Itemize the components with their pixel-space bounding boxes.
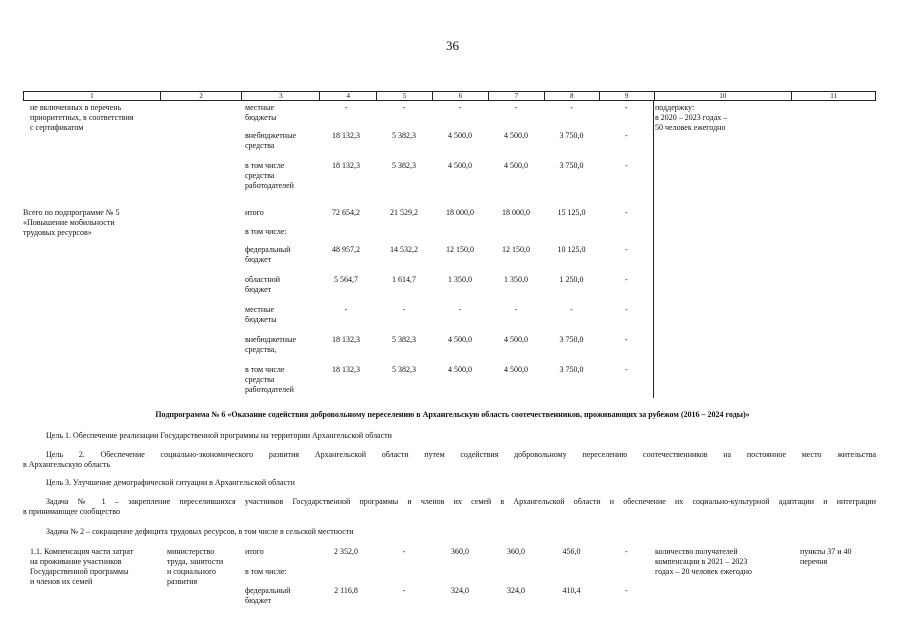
row-top-0-col3: местные бюджеты [245, 103, 277, 122]
item11-row-2-value-col-9: - [625, 586, 628, 595]
goal-3: Цель 3. Улучшение демографической ситуации в Архангельской области [46, 478, 295, 487]
row-top-0-value-col-4: - [344, 103, 348, 112]
total5-row-6-value-col-9: - [625, 365, 628, 374]
header-col-2: 2 [161, 92, 243, 100]
total5-row-2-value-col-6: 12 150,0 [446, 245, 474, 254]
column-divider-9-10 [653, 101, 654, 398]
total5-row-1-col3: в том числе: [245, 227, 287, 236]
row-top-0-value-col-5: - [402, 103, 406, 112]
total5-row-5-value-col-9: - [625, 335, 628, 344]
total5-row-6-value-col-5: 5 382,3 [392, 365, 416, 374]
header-col-8: 8 [545, 92, 600, 100]
row-top-2-value-col-4: 18 132,3 [332, 161, 360, 170]
total5-row-3-value-col-9: - [625, 275, 628, 284]
item11-row-2-value-col-4: 2 116,8 [334, 586, 358, 595]
item11-col10: количество получателей компенсации в 2021 – 2023 годах – 20 человек ежегодно [655, 547, 752, 576]
row-top-col1: не включенных в перечень приоритетных, в соответствия с сертификатом [30, 103, 134, 132]
total5-row-0-value-col-5: 21 529,2 [390, 208, 418, 217]
total5-row-3-value-col-5: 1 614,7 [392, 275, 416, 284]
item11-row-2-value-col-7: 324,0 [507, 586, 525, 595]
goal-2-cont: в Архангельскую область [23, 460, 111, 469]
item11-row-0-value-col-5: - [402, 547, 406, 556]
item11-row-0-col3: итого [245, 547, 264, 556]
task-1: Задача № 1 – закрепление переселившихся участников Государственной программы и членов их семей в Архангельской области и обеспечение их социально-культурной адаптации и интеграции [46, 497, 876, 506]
total5-row-4-value-col-9: - [625, 305, 628, 314]
total5-row-2-value-col-7: 12 150,0 [502, 245, 530, 254]
header-col-3: 3 [242, 92, 320, 100]
row-top-1-value-col-6: 4 500,0 [448, 131, 472, 140]
total5-row-6-value-col-8: 3 750,0 [559, 365, 584, 374]
header-col-1: 1 [24, 92, 161, 100]
total5-row-5-value-col-4: 18 132,3 [332, 335, 360, 344]
item11-col2: министерство труда, занятости и социального развития [167, 547, 224, 586]
task-2: Задача № 2 – сокращение дефицита трудовых ресурсов, в том числе в сельской местности [46, 527, 354, 536]
total5-row-2-value-col-5: 14 532,2 [390, 245, 418, 254]
total5-row-0-value-col-9: - [625, 208, 628, 217]
total5-row-5-value-col-8: 3 750,0 [559, 335, 584, 344]
table-header [23, 91, 876, 101]
item11-row-2-col3: федеральный бюджет [245, 586, 291, 605]
total5-row-2-col3: федеральный бюджет [245, 245, 291, 264]
total5-row-5-value-col-7: 4 500,0 [504, 335, 528, 344]
total5-row-5-value-col-6: 4 500,0 [448, 335, 472, 344]
row-top-1-value-col-9: - [625, 131, 628, 140]
total5-row-2-value-col-8: 10 125,0 [557, 245, 586, 254]
row-top-2-value-col-8: 3 750,0 [559, 161, 584, 170]
row-top-2-col3: в том числе средства работодателей [245, 161, 294, 190]
row-top-2-value-col-6: 4 500,0 [448, 161, 472, 170]
header-col-5: 5 [377, 92, 433, 100]
item11-row-2-value-col-5: - [402, 586, 406, 595]
total5-row-4-value-col-6: - [458, 305, 462, 314]
item11-row-0-value-col-7: 360,0 [507, 547, 525, 556]
row-top-2-value-col-7: 4 500,0 [504, 161, 528, 170]
row-top-1-value-col-7: 4 500,0 [504, 131, 528, 140]
total5-row-4-col3: местные бюджеты [245, 305, 277, 324]
total5-row-5-value-col-5: 5 382,3 [392, 335, 416, 344]
total5-label: Всего по подпрограмме № 5 «Повышение мобильности трудовых ресурсов» [23, 208, 120, 237]
header-col-11: 11 [830, 92, 837, 100]
total5-row-4-value-col-5: - [402, 305, 406, 314]
total5-row-3-value-col-4: 5 564,7 [334, 275, 358, 284]
item11-row-0-value-col-9: - [625, 547, 628, 556]
total5-row-3-value-col-6: 1 350,0 [448, 275, 472, 284]
header-col-7: 7 [489, 92, 545, 100]
row-top-0-value-col-9: - [625, 103, 628, 112]
row-top-0-value-col-8: - [570, 103, 573, 112]
task-1-cont: в принимающее сообщество [23, 507, 120, 516]
total5-row-0-value-col-4: 72 654,2 [332, 208, 360, 217]
row-top-2-value-col-5: 5 382,3 [392, 161, 416, 170]
goal-2: Цель 2. Обеспечение социально-экономического развития Архангельской области путем содействия добровольному переселению соотечественников на постоянное место жительства [46, 450, 876, 459]
total5-row-0-value-col-7: 18 000,0 [502, 208, 530, 217]
total5-row-6-value-col-4: 18 132,3 [332, 365, 360, 374]
item11-row-0-value-col-6: 360,0 [451, 547, 469, 556]
row-top-0-value-col-6: - [458, 103, 462, 112]
total5-row-5-col3: внебюджетные средства, [245, 335, 296, 354]
item11-row-0-value-col-8: 456,0 [562, 547, 581, 556]
goal-1: Цель 1. Обеспечение реализации Государственной программы на территории Архангельской области [46, 431, 392, 440]
item11-row-2-value-col-8: 410,4 [562, 586, 581, 595]
total5-row-3-col3: областной бюджет [245, 275, 281, 294]
total5-row-6-value-col-6: 4 500,0 [448, 365, 472, 374]
total5-row-3-value-col-7: 1 350,0 [504, 275, 528, 284]
row-top-1-value-col-8: 3 750,0 [559, 131, 584, 140]
item11-row-2-value-col-6: 324,0 [451, 586, 469, 595]
header-col-10: 10 [655, 92, 793, 100]
total5-row-0-col3: итого [245, 208, 264, 217]
item11-row-1-col3: в том числе: [245, 567, 287, 576]
row-top-col10: поддержку: в 2020 – 2023 годах – 50 человек ежегодно [655, 103, 728, 132]
total5-row-4-value-col-7: - [514, 305, 518, 314]
item11-row-0-value-col-4: 2 352,0 [334, 547, 358, 556]
item11-col1: 1.1. Компенсация части затрат на проживание участников Государственной программы и членов их семей [30, 547, 134, 586]
total5-row-3-value-col-8: 1 250,0 [559, 275, 584, 284]
row-top-1-value-col-4: 18 132,3 [332, 131, 360, 140]
total5-row-2-value-col-4: 48 957,2 [332, 245, 360, 254]
header-col-9: 9 [600, 92, 655, 100]
row-top-2-value-col-9: - [625, 161, 628, 170]
total5-row-0-value-col-6: 18 000,0 [446, 208, 474, 217]
total5-row-6-value-col-7: 4 500,0 [504, 365, 528, 374]
total5-row-4-value-col-4: - [344, 305, 348, 314]
page-number: 36 [446, 38, 459, 53]
total5-row-6-col3: в том числе средства работодателей [245, 365, 294, 394]
subprogram-6-title: Подпрограмма № 6 «Оказание содействия добровольному переселению в Архангельскую область соотечественников, проживающих за рубежом (2016 – 2024 годы)» [155, 410, 750, 419]
total5-row-0-value-col-8: 15 125,0 [557, 208, 586, 217]
header-col-4: 4 [320, 92, 377, 100]
row-top-0-value-col-7: - [514, 103, 518, 112]
row-top-1-col3: внебюджетные средства [245, 131, 296, 150]
header-col-6: 6 [433, 92, 489, 100]
total5-row-4-value-col-8: - [570, 305, 573, 314]
item11-col11: пункты 37 и 40 перечня [800, 547, 852, 566]
total5-row-2-value-col-9: - [625, 245, 628, 254]
row-top-1-value-col-5: 5 382,3 [392, 131, 416, 140]
